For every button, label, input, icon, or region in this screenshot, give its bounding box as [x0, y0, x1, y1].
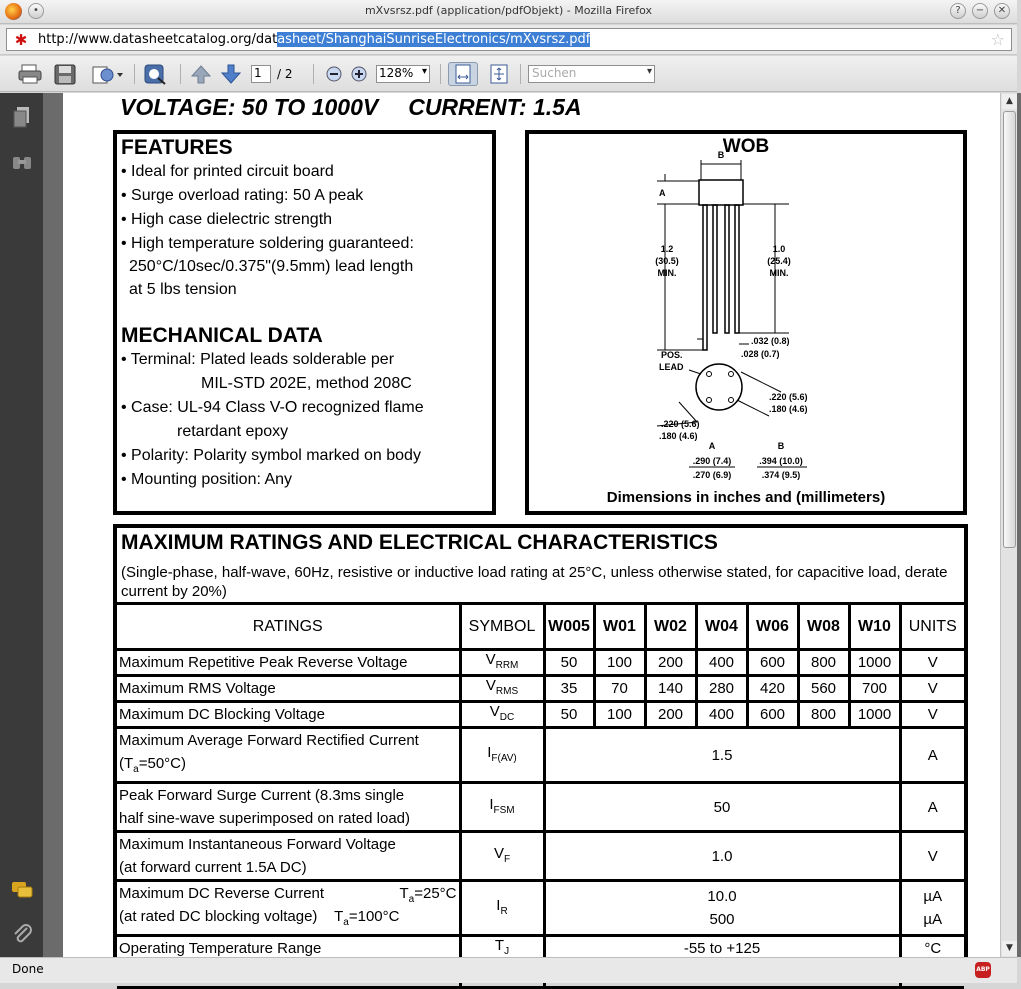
- zoom-select[interactable]: 128% ▾: [376, 65, 430, 83]
- toolbar-separator: [440, 64, 441, 84]
- ratings-note: (Single-phase, half-wave, 60Hz, resistive or inductive load rating at 25°C, unless otherwise stated, for capacitive load, derate current by 20%): [121, 564, 948, 600]
- status-text: Done: [12, 962, 44, 976]
- rating-label: Maximum Repetitive Peak Reverse Voltage: [117, 650, 460, 676]
- fwd-volt-line2: (at forward current 1.5A DC): [119, 859, 307, 876]
- feature-item: • Surge overload rating: 50 A peak: [121, 187, 364, 204]
- table-cell: 50: [544, 783, 900, 832]
- table-row: [117, 650, 964, 676]
- rating-label: [117, 832, 460, 881]
- table-header-row: [117, 604, 964, 650]
- table-row: [117, 881, 964, 936]
- arrow-down-icon: [220, 63, 242, 85]
- header-w005: W005: [544, 604, 594, 650]
- scrollbar-thumb[interactable]: [1003, 111, 1016, 548]
- acrobat-button[interactable]: [142, 62, 170, 86]
- table-cell: 800: [798, 702, 849, 728]
- unit-cell: [900, 881, 964, 936]
- pos-lead-1: POS.: [661, 350, 683, 360]
- lead-1: [703, 205, 707, 350]
- dim-left-3: MIN.: [657, 268, 677, 278]
- lead-4: [735, 205, 739, 333]
- comments-icon[interactable]: [10, 879, 34, 901]
- next-page-button[interactable]: [220, 62, 242, 86]
- dia-left-2: .180 (4.6): [659, 431, 698, 441]
- lead-dim-2: .028 (0.7): [741, 349, 780, 359]
- symbol-subscript: RMS: [495, 686, 519, 697]
- status-bar: [0, 957, 1017, 983]
- rating-symbol: [460, 881, 544, 936]
- toolbar-separator: [180, 64, 181, 84]
- table-cell: 280: [696, 676, 747, 702]
- dia-left-1: .220 (5.6): [661, 419, 700, 429]
- toolbar-separator: [134, 64, 135, 84]
- pdf-toolbar: [0, 56, 1017, 92]
- mechanical-heading: MECHANICAL DATA: [121, 324, 323, 347]
- symbol-letter: I: [496, 896, 501, 914]
- table-row: [117, 728, 964, 783]
- floppy-icon: [53, 63, 77, 85]
- vertical-scrollbar[interactable]: [1000, 93, 1017, 957]
- cond1-val: =25°C: [414, 885, 457, 902]
- col-a: A: [708, 441, 716, 451]
- table-row: [117, 783, 964, 832]
- rating-symbol: [460, 702, 544, 728]
- rating-symbol: [460, 650, 544, 676]
- unit-cell: V: [900, 832, 964, 881]
- table-cell: 200: [645, 650, 696, 676]
- dim-right-2: (25.4): [767, 256, 791, 266]
- table-cell: -55 to +125: [544, 936, 900, 962]
- wob-drawing: [529, 134, 963, 511]
- pages-icon-shape: [11, 105, 33, 129]
- rating-label: [117, 783, 460, 832]
- url-input[interactable]: [6, 28, 1012, 51]
- spec-table: [117, 602, 964, 989]
- rating-label: Operating Temperature Range: [117, 936, 460, 962]
- rating-label: [117, 881, 460, 936]
- table-cell: 700: [849, 676, 900, 702]
- table-cell: 200: [645, 702, 696, 728]
- dim-left-1: 1.2: [660, 244, 674, 254]
- share-button[interactable]: [90, 62, 124, 86]
- rev-cur-unit1: µA: [923, 888, 943, 905]
- table-cell: 1000: [849, 650, 900, 676]
- header-ratings: RATINGS: [117, 604, 460, 650]
- title-current: CURRENT: 1.5A: [408, 94, 582, 120]
- previous-page-button[interactable]: [190, 62, 212, 86]
- rating-label: Maximum DC Blocking Voltage: [117, 702, 460, 728]
- table-cell: 400: [696, 702, 747, 728]
- toolbar-separator: [520, 64, 521, 84]
- cond2-val: =100°C: [348, 908, 400, 925]
- lead-3: [725, 205, 729, 333]
- url-selection: asheet/ShanghaiSunriseElectronics/mXvsrsz.pdf: [277, 32, 591, 47]
- label-b: B: [717, 150, 725, 160]
- arrow-up-icon: [190, 63, 212, 85]
- table-cell: 140: [645, 676, 696, 702]
- symbol-letter: I: [487, 743, 492, 761]
- feature-item: 250°C/10sec/0.375"(9.5mm) lead length: [129, 258, 414, 275]
- feature-item: • High temperature soldering guaranteed:: [121, 235, 414, 252]
- dim-left-2: (30.5): [655, 256, 679, 266]
- wob-title: WOB: [722, 136, 770, 157]
- mechanical-item: • Polarity: Polarity symbol marked on body: [121, 447, 421, 464]
- symbol-letter: V: [485, 677, 496, 694]
- zoom-out-icon: [324, 64, 344, 84]
- dim-right-1: 1.0: [772, 244, 786, 254]
- dim-right-3: MIN.: [769, 268, 789, 278]
- mechanical-item: MIL-STD 202E, method 208C: [201, 375, 412, 392]
- symbol-subscript: FSM: [493, 804, 515, 816]
- label-a: A: [659, 188, 666, 198]
- print-button[interactable]: [17, 62, 43, 86]
- wob-caption: Dimensions in inches and (millimeters): [606, 489, 886, 506]
- rating-symbol: [460, 728, 544, 783]
- datasheet-title: [120, 94, 582, 121]
- unit-cell: V: [900, 650, 964, 676]
- symbol-subscript: R: [500, 905, 508, 917]
- symbol-subscript: F: [503, 853, 511, 865]
- url-text[interactable]: [38, 32, 590, 47]
- pdf-viewer: [43, 93, 1021, 957]
- binoculars-icon-shape: [11, 151, 33, 171]
- pos-lead-2: LEAD: [659, 362, 684, 372]
- mechanical-item: • Terminal: Plated leads solderable per: [121, 351, 395, 368]
- window-menu-button[interactable]: •: [28, 3, 44, 19]
- title-voltage: VOLTAGE: 50 TO 1000V: [120, 94, 379, 120]
- search-input[interactable]: Suchen ▾: [528, 65, 655, 83]
- bookmark-star-icon[interactable]: ☆: [990, 30, 1005, 49]
- symbol-subscript: DC: [499, 712, 515, 723]
- scroll-up-arrow-icon[interactable]: ▲: [1002, 94, 1017, 109]
- cond1-t: T: [399, 885, 409, 902]
- wob-package-box: [525, 130, 967, 515]
- site-favicon-icon: ✱: [14, 31, 28, 49]
- fwd-volt-line1: Maximum Instantaneous Forward Voltage: [119, 836, 396, 853]
- rev-cur-unit2: µA: [923, 911, 943, 928]
- col-b: B: [777, 441, 785, 451]
- zoom-in-icon: [349, 64, 369, 84]
- rating-symbol: [460, 783, 544, 832]
- symbol-letter: V: [485, 651, 496, 668]
- rating-symbol: [460, 676, 544, 702]
- table-cell: 35: [544, 676, 594, 702]
- unit-cell: V: [900, 676, 964, 702]
- feature-item: • Ideal for printed circuit board: [121, 163, 334, 180]
- zoom-out-button[interactable]: [324, 62, 344, 86]
- acrobat-icon: [142, 62, 170, 86]
- page-number-input[interactable]: 1: [251, 65, 271, 83]
- avg-fwd-line2a: (T: [119, 755, 134, 772]
- toolbar-separator: [313, 64, 314, 84]
- url-plain: http://www.datasheetcatalog.org/dat: [38, 32, 278, 47]
- window-titlebar: [0, 0, 1017, 24]
- rating-symbol: [460, 832, 544, 881]
- header-w04: W04: [696, 604, 747, 650]
- printer-icon: [17, 63, 43, 85]
- rev-cur-line1: Maximum DC Reverse Current: [119, 885, 325, 902]
- unit-cell: °C: [900, 936, 964, 962]
- ratings-section: [113, 524, 968, 964]
- avg-fwd-sub: a: [133, 764, 139, 775]
- lead-dim-1: .032 (0.8): [751, 336, 790, 346]
- unit-cell: V: [900, 702, 964, 728]
- rev-cur-value2: 500: [709, 911, 735, 928]
- window-title: mXvsrsz.pdf (application/pdfObjekt) - Mozilla Firefox: [364, 4, 653, 17]
- symbol-subscript: F(AV): [491, 752, 517, 764]
- paperclip-icon: [11, 923, 33, 945]
- zoom-in-button[interactable]: [349, 62, 369, 86]
- rev-cur-value1: 10.0: [707, 888, 737, 905]
- table-cell: 1.0: [544, 832, 900, 881]
- header-w06: W06: [747, 604, 798, 650]
- table-row: [117, 702, 964, 728]
- table-cell: 50: [544, 650, 594, 676]
- table-cell: 50: [544, 702, 594, 728]
- table-cell: 100: [594, 702, 645, 728]
- table-cell: 600: [747, 702, 798, 728]
- binoculars-icon[interactable]: [10, 151, 34, 173]
- table-row: [117, 832, 964, 881]
- cond2-sub: a: [343, 917, 349, 928]
- lead-2: [713, 205, 717, 333]
- symbol-letter: T: [494, 937, 505, 954]
- share-icon: [90, 63, 124, 85]
- table-cell: [544, 881, 900, 936]
- page-total: / 2: [277, 67, 293, 81]
- cond2-t: T: [334, 908, 344, 925]
- rev-cur-cond2: [334, 905, 399, 934]
- surge-line2: half sine-wave superimposed on rated load): [119, 810, 410, 827]
- table-cell: 800: [798, 650, 849, 676]
- table-cell: 1000: [849, 702, 900, 728]
- table-cell: 420: [747, 676, 798, 702]
- dim-b-2: .374 (9.5): [761, 470, 801, 480]
- fit-width-icon: [452, 63, 474, 85]
- table-cell: 400: [696, 650, 747, 676]
- package-bottom-outline: [696, 364, 742, 410]
- mechanical-item: retardant epoxy: [177, 423, 289, 440]
- navigation-bar: [0, 25, 1017, 55]
- dim-a-2: .270 (6.9): [692, 470, 732, 480]
- table-cell: 560: [798, 676, 849, 702]
- header-w01: W01: [594, 604, 645, 650]
- feature-item: at 5 lbs tension: [129, 281, 237, 298]
- avg-fwd-line1: Maximum Average Forward Rectified Current: [119, 732, 419, 749]
- dim-a-1: .290 (7.4): [692, 456, 732, 466]
- symbol-subscript: J: [504, 946, 510, 957]
- unit-cell: A: [900, 783, 964, 832]
- symbol-letter: I: [489, 795, 494, 813]
- fit-width-button[interactable]: [448, 62, 478, 86]
- unit-cell: A: [900, 728, 964, 783]
- avg-fwd-line2b: =50°C): [138, 755, 187, 772]
- rating-label: Maximum RMS Voltage: [117, 676, 460, 702]
- cond1-sub: a: [408, 894, 415, 905]
- fit-page-icon: [488, 63, 510, 85]
- speech-bubble-icon: [10, 879, 34, 901]
- table-row: [117, 676, 964, 702]
- save-button[interactable]: [53, 62, 77, 86]
- header-w10: W10: [849, 604, 900, 650]
- minimize-button[interactable]: −: [972, 3, 988, 19]
- surge-line1: Peak Forward Surge Current (8.3ms single: [119, 787, 405, 804]
- features-box: [113, 130, 496, 515]
- header-w08: W08: [798, 604, 849, 650]
- mechanical-item: • Mounting position: Any: [121, 471, 293, 488]
- table-cell: 70: [594, 676, 645, 702]
- help-button[interactable]: ?: [950, 3, 966, 19]
- dia-right-1: .220 (5.6): [769, 392, 808, 402]
- ratings-heading: MAXIMUM RATINGS AND ELECTRICAL CHARACTERISTICS: [121, 531, 718, 554]
- header-w02: W02: [645, 604, 696, 650]
- pdf-sidebar: [0, 93, 43, 957]
- features-heading: FEATURES: [121, 136, 233, 159]
- rev-cur-line2: (at rated DC blocking voltage): [119, 908, 318, 925]
- table-cell: 600: [747, 650, 798, 676]
- close-button[interactable]: ✕: [994, 3, 1010, 19]
- adblock-icon[interactable]: ABP: [975, 962, 991, 978]
- rating-label: [117, 728, 460, 783]
- symbol-letter: V: [489, 703, 500, 720]
- pages-icon[interactable]: [10, 105, 34, 127]
- dia-right-2: .180 (4.6): [769, 404, 808, 414]
- symbol-letter: V: [493, 844, 504, 862]
- attachment-icon[interactable]: [10, 923, 34, 945]
- pdf-page: [63, 93, 1003, 957]
- scroll-down-arrow-icon[interactable]: ▼: [1002, 941, 1017, 956]
- table-cell: 100: [594, 650, 645, 676]
- package-body: [699, 180, 743, 205]
- header-units: UNITS: [900, 604, 964, 650]
- table-cell: 1.5: [544, 728, 900, 783]
- dim-b-1: .394 (10.0): [759, 456, 803, 466]
- symbol-subscript: RRM: [495, 660, 519, 671]
- mechanical-item: • Case: UL-94 Class V-O recognized flame: [121, 399, 424, 416]
- header-symbol: SYMBOL: [460, 604, 544, 650]
- fit-page-button[interactable]: [485, 62, 513, 86]
- feature-item: • High case dielectric strength: [121, 211, 333, 228]
- rev-cur-cond1: [399, 882, 456, 911]
